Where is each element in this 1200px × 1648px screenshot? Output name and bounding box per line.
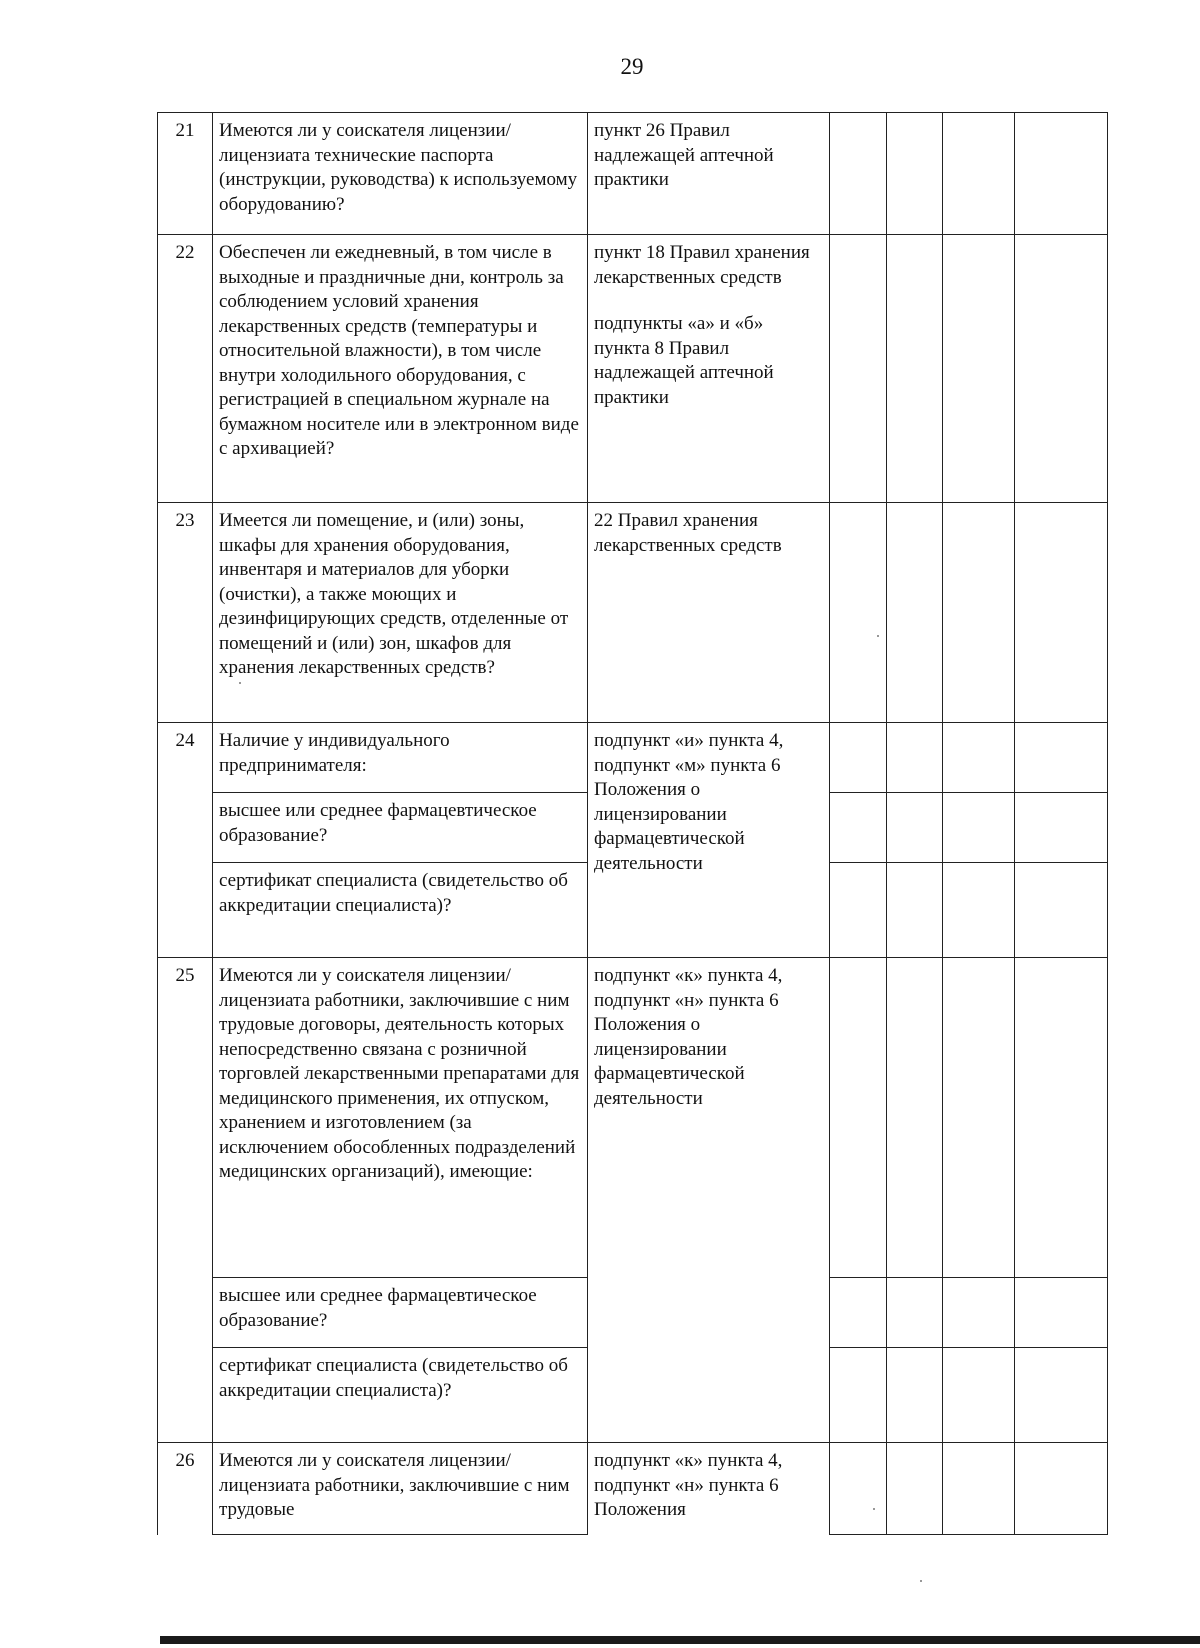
row-number: 23 xyxy=(158,503,213,723)
scan-speck xyxy=(877,635,879,637)
sub-question-text: высшее или среднее фармацевтическое образование? xyxy=(213,1278,588,1348)
answer-cell[interactable] xyxy=(887,958,943,1278)
row-number: 25 xyxy=(158,958,213,1443)
answer-cell[interactable] xyxy=(830,1348,887,1443)
answer-cell[interactable] xyxy=(830,503,887,723)
answer-cell[interactable] xyxy=(943,1278,1015,1348)
row-number: 26 xyxy=(158,1443,213,1535)
answer-cell[interactable] xyxy=(830,793,887,863)
reference-line: пункт 18 Правил хранения лекарственных средств xyxy=(594,242,810,288)
answer-cell[interactable] xyxy=(1015,1348,1108,1443)
answer-cell[interactable] xyxy=(943,723,1015,793)
answer-cell[interactable] xyxy=(1015,503,1108,723)
answer-cell[interactable] xyxy=(1015,793,1108,863)
answer-cell[interactable] xyxy=(1015,1278,1108,1348)
answer-cell[interactable] xyxy=(830,723,887,793)
answer-cell[interactable] xyxy=(1015,723,1108,793)
answer-cell[interactable] xyxy=(887,113,943,235)
legal-reference xyxy=(588,235,830,503)
answer-cell[interactable] xyxy=(887,863,943,958)
answer-cell[interactable] xyxy=(943,113,1015,235)
answer-cell[interactable] xyxy=(1015,113,1108,235)
answer-cell[interactable] xyxy=(1015,958,1108,1278)
sub-question-text: сертификат специалиста (свидетельство об аккредитации специалиста)? xyxy=(213,1348,588,1443)
legal-reference: 22 Правил хранения лекарственных средств xyxy=(588,503,830,723)
scan-edge-rule xyxy=(160,1636,1200,1644)
page-number: 29 xyxy=(620,54,644,79)
answer-cell[interactable] xyxy=(943,863,1015,958)
answer-cell[interactable] xyxy=(1015,235,1108,503)
table-row-23 xyxy=(158,503,1108,723)
question-text: Имеются ли у соискателя лицензии/лицензиата работники, заключившие с ним трудовые договоры, деятельность которых непосредственно связана с розничной торговлей лекарственными препаратами для медицинского применения, их отпуском, хранением и изготовлением (за исключением обособленных подразделений медицинских организаций), имеющие: xyxy=(213,958,588,1278)
answer-cell[interactable] xyxy=(830,958,887,1278)
answer-cell[interactable] xyxy=(943,1443,1015,1535)
answer-cell[interactable] xyxy=(830,113,887,235)
row-number: 22 xyxy=(158,235,213,503)
answer-cell[interactable] xyxy=(830,863,887,958)
answer-cell[interactable] xyxy=(887,793,943,863)
scan-speck xyxy=(920,1580,922,1582)
answer-cell[interactable] xyxy=(887,723,943,793)
scan-speck xyxy=(239,682,241,684)
legal-reference: подпункт «и» пункта 4, подпункт «м» пункта 6 Положения о лицензировании фармацевтической деятельности xyxy=(588,723,830,958)
answer-cell[interactable] xyxy=(887,1278,943,1348)
question-text: Обеспечен ли ежедневный, в том числе в выходные и праздничные дни, контроль за соблюдением условий хранения лекарственных средств (температуры и относительной влажности), в том числе внутри холодильного оборудования, с регистрацией в специальном журнале на бумажном носителе или в электронном виде с архивацией? xyxy=(213,235,588,503)
question-text: Имеется ли помещение, и (или) зоны, шкафы для хранения оборудования, инвентаря и материалов для уборки (очистки), а также моющих и дезинфицирующих средств, отделенные от помещений и (или) зон, шкафов для хранения лекарственных средств? xyxy=(213,503,588,723)
answer-cell[interactable] xyxy=(887,1348,943,1443)
legal-reference: пункт 26 Правил надлежащей аптечной практики xyxy=(588,113,830,235)
table-row-21 xyxy=(158,113,1108,235)
sub-question-text: сертификат специалиста (свидетельство об аккредитации специалиста)? xyxy=(213,863,588,958)
answer-cell[interactable] xyxy=(943,793,1015,863)
answer-cell[interactable] xyxy=(887,503,943,723)
checklist-table xyxy=(157,112,1108,1535)
answer-cell[interactable] xyxy=(887,235,943,503)
table-row-22 xyxy=(158,235,1108,503)
row-number: 21 xyxy=(158,113,213,235)
reference-line: подпункты «а» и «б» пункта 8 Правил надлежащей аптечной практики xyxy=(594,313,774,408)
answer-cell[interactable] xyxy=(943,503,1015,723)
answer-cell[interactable] xyxy=(830,1443,887,1535)
answer-cell[interactable] xyxy=(943,958,1015,1278)
answer-cell[interactable] xyxy=(830,235,887,503)
question-text: Имеются ли у соискателя лицензии/лицензиата работники, заключившие с ним трудовые xyxy=(213,1443,588,1535)
answer-cell[interactable] xyxy=(1015,1443,1108,1535)
scan-speck xyxy=(873,1508,875,1510)
sub-question-text: высшее или среднее фармацевтическое образование? xyxy=(213,793,588,863)
table-row-26 xyxy=(158,1443,1108,1535)
table-row-25 xyxy=(158,958,1108,1278)
answer-cell[interactable] xyxy=(943,1348,1015,1443)
question-text: Наличие у индивидуального предпринимателя: xyxy=(213,723,588,793)
answer-cell[interactable] xyxy=(887,1443,943,1535)
legal-reference: подпункт «к» пункта 4, подпункт «н» пункта 6 Положения xyxy=(588,1443,830,1535)
question-text: Имеются ли у соискателя лицензии/лицензиата технические паспорта (инструкции, руководства) к используемому оборудованию? xyxy=(213,113,588,235)
table-row-24 xyxy=(158,723,1108,793)
row-number: 24 xyxy=(158,723,213,958)
answer-cell[interactable] xyxy=(1015,863,1108,958)
legal-reference: подпункт «к» пункта 4, подпункт «н» пункта 6 Положения о лицензировании фармацевтической деятельности xyxy=(588,958,830,1443)
answer-cell[interactable] xyxy=(830,1278,887,1348)
answer-cell[interactable] xyxy=(943,235,1015,503)
